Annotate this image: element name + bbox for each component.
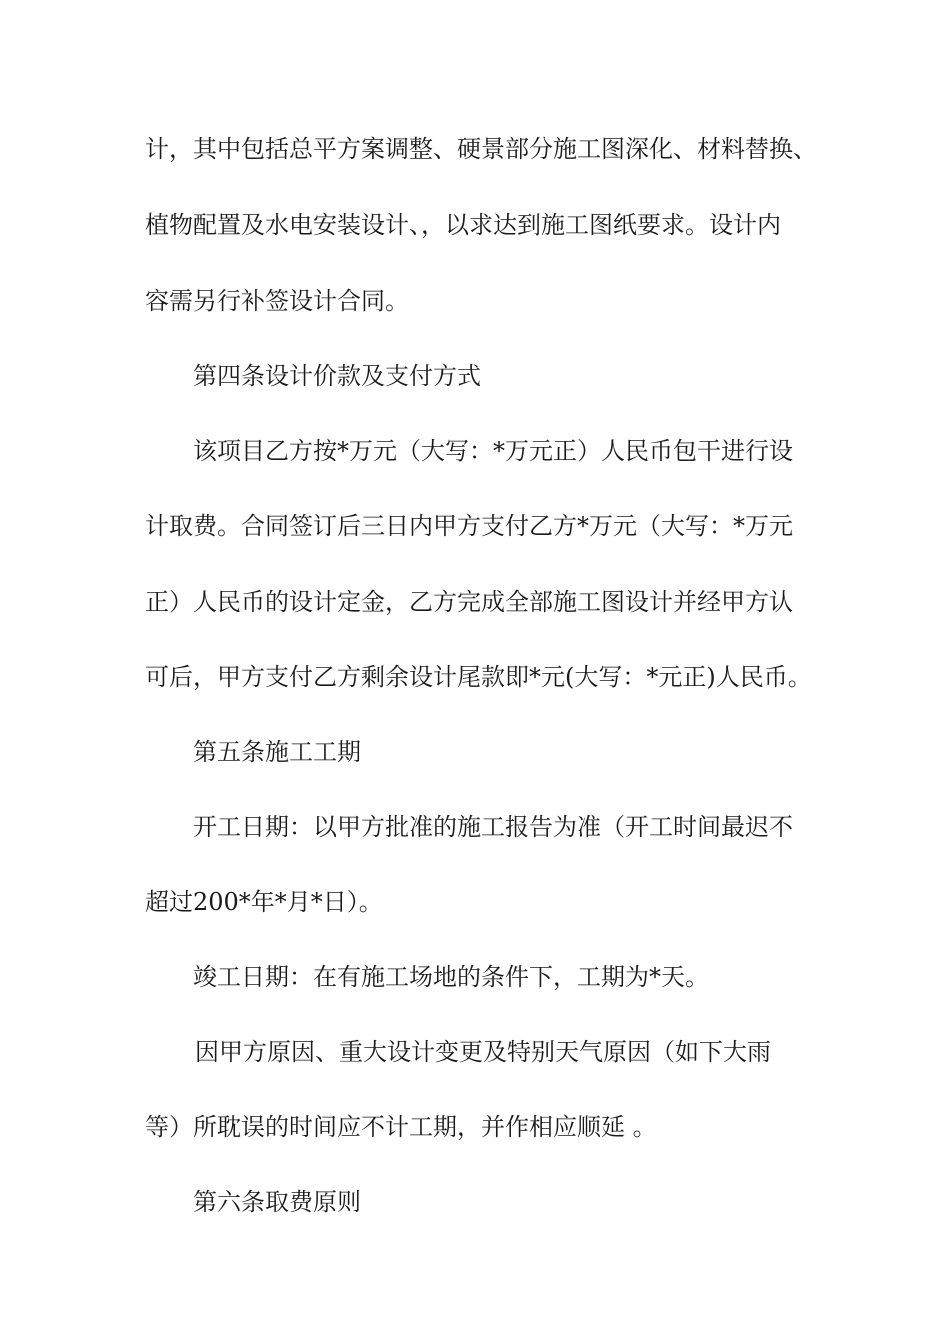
text-line: 植物配置及水电安装设计、，以求达到施工图纸要求。设计内: [145, 211, 781, 239]
text-line: 开工日期：以甲方批准的施工报告为准（开工时间最迟不: [193, 813, 793, 841]
text-line: 计取费。合同签订后三日内甲方支付乙方*万元（大写：*万元: [145, 512, 793, 540]
text-line: 计，其中包括总平方案调整、硬景部分施工图深化、材料替换、: [145, 135, 817, 163]
section-heading: 第六条取费原则: [193, 1188, 361, 1216]
text-line: 该项目乙方按*万元（大写：*万元正）人民币包干进行设: [193, 437, 793, 465]
text-line: 正）人民币的设计定金，乙方完成全部施工图设计并经甲方认: [145, 588, 793, 616]
section-heading: 第四条设计价款及支付方式: [193, 362, 481, 390]
text-line: 竣工日期：在有施工场地的条件下，工期为*天。: [193, 963, 709, 991]
text-line: 等）所耽误的时间应不计工期，并作相应顺延 。: [145, 1113, 657, 1141]
section-heading: 第五条施工工期: [193, 738, 361, 766]
text-line: 容需另行补签设计合同。: [145, 287, 409, 315]
text-line: 可后，甲方支付乙方剩余设计尾款即*元(大写：*元正)人民币。: [145, 663, 812, 691]
text-line: 超过200*年*月*日）。: [145, 888, 383, 916]
text-line: 因甲方原因、重大设计变更及特别天气原因（如下大雨: [195, 1038, 771, 1066]
